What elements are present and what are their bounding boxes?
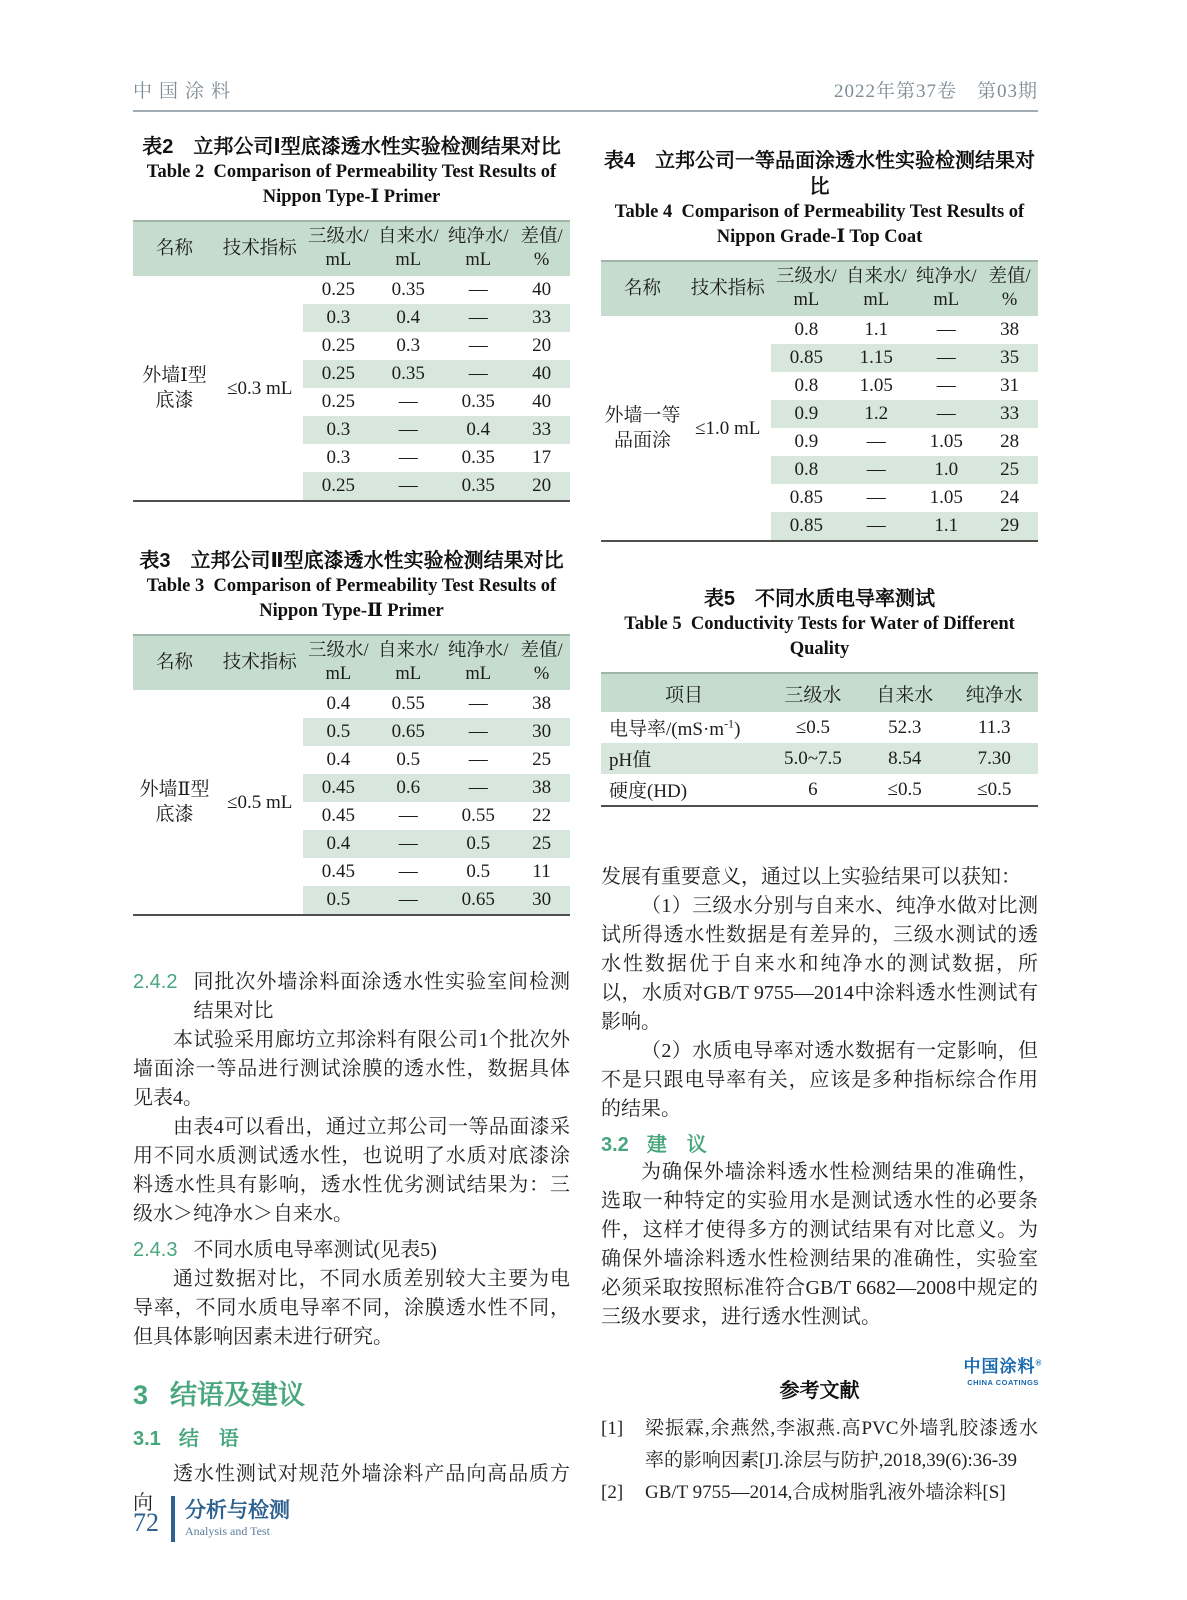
cell: — (443, 360, 513, 388)
table-4-caption-en2: Nippon Grade-Ⅰ Top Coat (716, 227, 923, 247)
cell: 0.4 (326, 693, 351, 714)
table-2-caption (133, 134, 570, 210)
cell-spec: ≤0.3 mL (216, 276, 303, 501)
issue-info: 2022年第37卷 第03期 (833, 81, 1038, 102)
section-number: 3 (133, 1380, 149, 1410)
cell: 1.05 (859, 375, 893, 396)
cell-spec: ≤0.5 mL (216, 690, 303, 915)
footer-section-en: Analysis and Test (185, 1524, 270, 1538)
cell: 22 (532, 805, 552, 826)
col-header: 纯净水/ mL (911, 261, 981, 316)
cell: 0.85 (771, 344, 841, 372)
left-column (133, 134, 570, 1518)
col-header: 项目 (601, 673, 767, 712)
footer-section-zh: 分析与检测 (185, 1499, 290, 1522)
cell: 40 (513, 360, 570, 388)
cell: — (398, 391, 418, 412)
table-row (133, 221, 570, 276)
cell: 31 (1000, 375, 1020, 396)
cell: — (398, 805, 418, 826)
page-header (133, 76, 1038, 112)
table-3-caption-en1: Table 3 Comparison of Permeability Test Results of (146, 576, 557, 596)
col-header: 差值/ % (513, 221, 570, 276)
col-header: 纯净水/ mL (443, 221, 513, 276)
cell: 0.35 (461, 391, 495, 412)
table-5 (601, 672, 1038, 807)
cell: — (866, 431, 886, 452)
cell: — (443, 718, 513, 746)
col-header: 自来水/ mL (373, 635, 443, 690)
cell: 0.4 (373, 304, 443, 332)
col-header: 技术指标 (684, 261, 771, 316)
cell: — (443, 774, 513, 802)
cell: 0.35 (373, 360, 443, 388)
page-footer (133, 1496, 290, 1542)
table-2 (133, 220, 570, 502)
cell: 1.05 (929, 431, 963, 452)
cell: 8.54 (859, 743, 951, 774)
reference-number: [1] (601, 1418, 624, 1439)
table-row (133, 635, 570, 690)
cell: 0.35 (391, 279, 425, 300)
cell: 11.3 (978, 716, 1011, 738)
section-number: 3.1 (133, 1428, 161, 1450)
col-header: 纯净水 (951, 673, 1038, 712)
reference-number: [2] (601, 1482, 624, 1503)
table-5-caption (601, 586, 1038, 662)
table-2-caption-en1: Table 2 Comparison of Permeability Test Results of (146, 162, 557, 182)
cell-item: 硬度(HD) (609, 781, 688, 802)
cell: — (468, 693, 488, 714)
table-row (601, 743, 1038, 774)
col-header: 纯净水/ mL (443, 635, 513, 690)
cell: 0.65 (443, 886, 513, 915)
cell: 0.45 (303, 774, 373, 802)
cell: 0.4 (326, 749, 351, 770)
table-row (133, 276, 570, 304)
section-2-4-2-heading (133, 968, 570, 1026)
cell: 0.5 (396, 749, 421, 770)
cell: 38 (513, 774, 570, 802)
paragraph: 通过数据对比，不同水质差别较大主要为电导率，不同水质电导率不同，涂膜透水性不同，但具体影响因素未进行研究。 (133, 1268, 570, 1348)
col-header: 三级水/ mL (303, 635, 373, 690)
cell-item: pH值 (601, 743, 767, 774)
table-3-caption (133, 548, 570, 624)
cell: 6 (808, 778, 818, 800)
reference-text: GB/T 9755—2014,合成树脂乳液外墙涂料[S] (645, 1482, 1006, 1503)
journal-name: 中国涂料 (133, 81, 238, 102)
cell-name: 外墙Ⅰ型 底漆 (133, 276, 216, 501)
cell: 0.9 (794, 431, 819, 452)
cell: 29 (981, 512, 1038, 541)
content-columns (133, 134, 1038, 1518)
section-3-1-heading (133, 1426, 570, 1452)
section-number: 3.2 (601, 1134, 629, 1156)
cell: — (373, 886, 443, 915)
cell: — (841, 456, 911, 484)
cell: — (936, 375, 956, 396)
cell: ≤0.5 (795, 716, 831, 738)
cell: 33 (513, 304, 570, 332)
china-coatings-logo: 中国涂料® CHINA COATINGS (963, 1357, 1043, 1387)
col-header: 三级水/ mL (771, 261, 841, 316)
cell-name: 外墙Ⅱ型 底漆 (133, 690, 216, 915)
cell: ≤0.5 (977, 778, 1012, 800)
table-3-caption-zh: 表3 立邦公司Ⅱ型底漆透水性实验检测结果对比 (139, 550, 564, 572)
references-title: 参考文献 (779, 1380, 860, 1402)
table-row (601, 261, 1038, 316)
paragraph: 由表4可以看出，通过立邦公司一等品面漆采用不同水质测试透水性，也说明了水质对底漆涂料透水性具有影响，透水性优劣测试结果为：三级水＞纯净水＞自来水。 (133, 1116, 570, 1225)
table-4-caption (601, 148, 1038, 250)
cell: 0.8 (771, 456, 841, 484)
col-header: 差值/ % (513, 635, 570, 690)
table-3 (133, 634, 570, 916)
col-header: 自来水/ mL (373, 221, 443, 276)
cell: 33 (513, 416, 570, 444)
cell: 0.3 (396, 335, 421, 356)
col-header: 自来水 (859, 673, 951, 712)
cell: 0.65 (373, 718, 443, 746)
paragraph: 为确保外墙涂料透水性检测结果的准确性，选取一种特定的实验用水是测试透水性的必要条件，这样才使得多方的测试结果有对比意义。为确保外墙涂料透水性检测结果的准确性，实验室必须采取按照标准符合GB/T 6682—2008中规定的三级水要求，进行透水性测试。 (601, 1161, 1038, 1328)
col-header: 三级水 (767, 673, 859, 712)
cell: 0.8 (794, 319, 819, 340)
col-header: 名称 (133, 221, 216, 276)
table-2-caption-en2: Nippon Type-Ⅰ Primer (262, 187, 441, 207)
col-header: 技术指标 (216, 221, 303, 276)
section-3-heading (133, 1378, 570, 1412)
cell: — (443, 304, 513, 332)
cell: 0.25 (303, 360, 373, 388)
cell: 40 (532, 279, 552, 300)
cell: — (911, 344, 981, 372)
cell-name: 外墙一等 品面涂 (601, 316, 684, 541)
section-title: 不同水质电导率测试(见表5) (193, 1239, 437, 1261)
cell: 7.30 (951, 743, 1038, 774)
table-row (601, 712, 1038, 743)
section-title: 同批次外墙涂料面涂透水性实验室间检测结果对比 (193, 971, 570, 1022)
cell: 0.5 (303, 718, 373, 746)
cell: 0.25 (321, 335, 355, 356)
table-2-caption-zh: 表2 立邦公司Ⅰ型底漆透水性实验检测结果对比 (142, 136, 561, 158)
cell: 5.0~7.5 (767, 743, 859, 774)
cell: 0.3 (303, 416, 373, 444)
cell: 0.85 (789, 487, 823, 508)
cell: — (468, 279, 488, 300)
col-header: 差值/ % (981, 261, 1038, 316)
col-header: 名称 (601, 261, 684, 316)
footer-divider (171, 1496, 175, 1542)
paragraph: 透水性测试对规范外墙涂料产品向高品质方向 (133, 1463, 570, 1514)
reference-item (601, 1413, 1038, 1477)
cell: 0.45 (321, 805, 355, 826)
cell: 1.0 (911, 456, 981, 484)
logo-english: CHINA COATINGS (967, 1378, 1039, 1387)
cell: — (398, 447, 418, 468)
cell: 1.1 (911, 512, 981, 541)
cell: 30 (513, 718, 570, 746)
section-title: 结 语 (178, 1428, 239, 1450)
cell: — (373, 830, 443, 858)
table-row (601, 673, 1038, 712)
right-column (601, 134, 1038, 1518)
cell: 0.55 (461, 805, 495, 826)
paragraph: （2）水质电导率对透水数据有一定影响，但不是只跟电导率有关，应该是多种指标综合作用的结果。 (601, 1040, 1038, 1120)
reference-item (601, 1477, 1038, 1509)
col-header: 三级水/ mL (303, 221, 373, 276)
section-2-4-3-heading (133, 1236, 570, 1265)
paragraph: （1）三级水分别与自来水、纯净水做对比测试所得透水性数据是有差异的，三级水测试的透水性数据优于自来水和纯净水的测试数据，所以，水质对GB/T 9755—2014中涂料透水性测试有影响。 (601, 895, 1038, 1033)
cell: — (373, 416, 443, 444)
cell: 30 (513, 886, 570, 915)
col-header: 名称 (133, 635, 216, 690)
cell: — (398, 861, 418, 882)
cell: — (468, 749, 488, 770)
cell: 0.55 (391, 693, 425, 714)
cell: 0.35 (443, 472, 513, 501)
table-row (133, 690, 570, 718)
cell: 1.1 (864, 319, 889, 340)
cell: — (911, 400, 981, 428)
cell: 1.15 (841, 344, 911, 372)
table-row (601, 316, 1038, 344)
col-header: 技术指标 (216, 635, 303, 690)
cell: 35 (981, 344, 1038, 372)
reference-text: 梁振霖,余燕然,李淑燕.高PVC外墙乳胶漆透水率的影响因素[J].涂层与防护,2018,39(6):36-39 (645, 1418, 1038, 1471)
cell: 17 (532, 447, 552, 468)
cell: 0.35 (461, 447, 495, 468)
cell: 0.45 (321, 861, 355, 882)
cell: 0.9 (771, 400, 841, 428)
cell: 33 (981, 400, 1038, 428)
cell: 0.8 (794, 375, 819, 396)
page-number: 72 (133, 1508, 159, 1537)
cell: 40 (532, 391, 552, 412)
cell: ≤0.5 (887, 778, 922, 800)
paragraph: 发展有重要意义，通过以上实验结果可以获知： (601, 866, 1021, 888)
cell: 25 (532, 749, 552, 770)
section-title: 建 议 (646, 1134, 707, 1156)
cell: 0.25 (321, 391, 355, 412)
registered-mark: ® (1035, 1358, 1043, 1368)
section-number: 2.4.2 (133, 971, 178, 993)
cell: — (841, 512, 911, 541)
cell: 0.3 (303, 304, 373, 332)
cell: 25 (981, 456, 1038, 484)
table-3-caption-en2: Nippon Type-Ⅱ Primer (259, 601, 444, 621)
cell: — (373, 472, 443, 501)
cell: 0.4 (443, 416, 513, 444)
cell-item: 电导率$/(mS\cdot m^{-1})$ (609, 716, 741, 740)
cell-spec: ≤1.0 mL (684, 316, 771, 541)
table-4-caption-en1: Table 4 Comparison of Permeability Test Results of (614, 202, 1025, 222)
cell: 11 (532, 861, 551, 882)
table-4-caption-zh: 表4 立邦公司一等品面涂透水性实验检测结果对比 (603, 150, 1036, 198)
cell: 20 (532, 335, 552, 356)
section-title: 结语及建议 (170, 1380, 306, 1410)
cell: 20 (513, 472, 570, 501)
cell: 0.5 (466, 861, 491, 882)
cell: 52.3 (888, 716, 922, 738)
cell: 0.4 (303, 830, 373, 858)
section-3-2-heading (601, 1132, 1038, 1158)
table-4 (601, 260, 1038, 542)
cell: 38 (532, 693, 552, 714)
cell: 0.5 (303, 886, 373, 915)
cell: 0.85 (771, 512, 841, 541)
cell: 24 (1000, 487, 1020, 508)
cell: 38 (1000, 319, 1020, 340)
col-header: 自来水/ mL (841, 261, 911, 316)
cell: 1.2 (841, 400, 911, 428)
cell: 0.5 (443, 830, 513, 858)
table-row (601, 774, 1038, 806)
table-5-caption-zh: 表5 不同水质电导率测试 (703, 588, 936, 610)
cell: 25 (513, 830, 570, 858)
cell: 0.25 (303, 472, 373, 501)
paragraph: 本试验采用廊坊立邦涂料有限公司1个批次外墙面涂一等品进行测试涂膜的透水性，数据具体见表4。 (133, 1029, 570, 1109)
cell: 0.3 (326, 447, 351, 468)
cell: — (866, 487, 886, 508)
section-number: 2.4.3 (133, 1239, 178, 1261)
cell: 1.05 (929, 487, 963, 508)
cell: — (936, 319, 956, 340)
cell: — (468, 335, 488, 356)
cell: 0.6 (373, 774, 443, 802)
table-5-caption-en: Table 5 Conductivity Tests for Water of Different Quality (624, 614, 1015, 659)
cell: 28 (1000, 431, 1020, 452)
cell: 0.25 (321, 279, 355, 300)
